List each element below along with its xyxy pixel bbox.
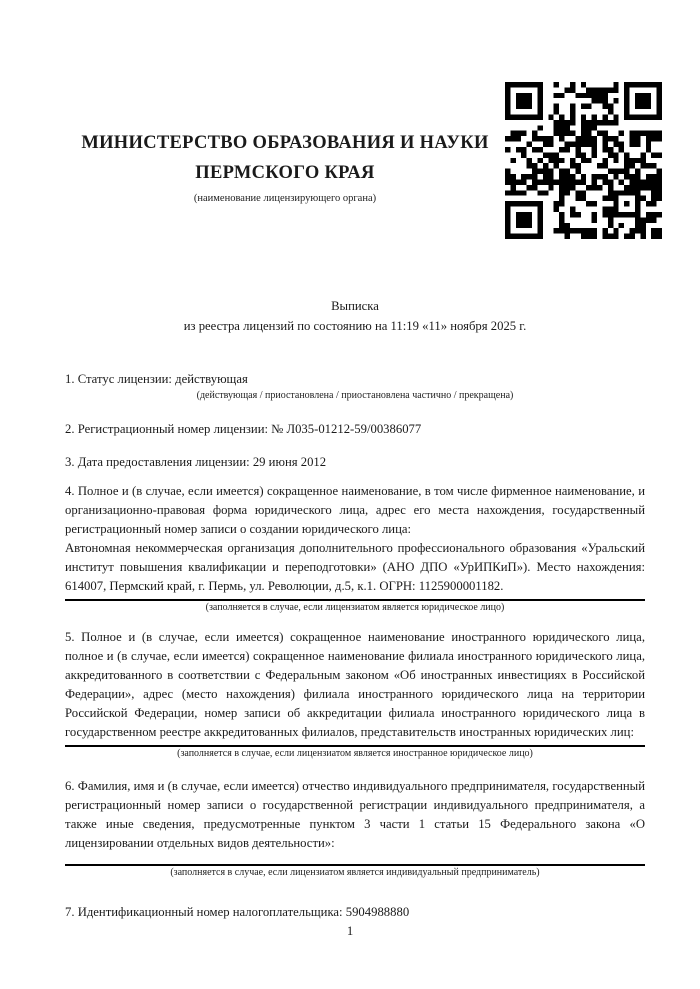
- item-1-note: (действующая / приостановлена / приостановлена частично / прекращена): [196, 390, 514, 401]
- item-3-license-date: [65, 453, 645, 472]
- item-6-text: 6. Фамилия, имя и (в случае, если имеется) отчество индивидуального предпринимателя, государственный регистрационный номер записи о государственной регистрации индивидуального предпринимателя, а также иные сведения, предусмотренные пунктом 3 части 1 статьи 15 Федерального закона «О лицензировании отдельных видов деятельности»:: [65, 779, 645, 850]
- item-5-foreign-entity: [65, 628, 645, 761]
- licensing-authority-block: [65, 82, 505, 206]
- item-5-note: (заполняется в случае, если лицензиатом является иностранное юридическое лицо): [177, 748, 533, 759]
- item-2-registration-number: [65, 420, 645, 439]
- item-2-text: 2. Регистрационный номер лицензии: № Л035-01212-59/00386077: [65, 422, 422, 436]
- item-3-text: 3. Дата предоставления лицензии: 29 июня 2012: [65, 455, 327, 469]
- item-4-legal-entity: [65, 482, 645, 615]
- title-line2: из реестра лицензий по состоянию на 11:19 «11» ноября 2025 г.: [183, 319, 527, 333]
- document-header: [65, 82, 662, 239]
- page-number: 1: [346, 924, 354, 938]
- item-6-individual-entrepreneur: [65, 777, 645, 880]
- item-1-license-status: [65, 370, 645, 403]
- document-footer: [0, 924, 700, 939]
- item-4-value: Автономная некоммерческая организация дополнительного профессионального образования «Уральский институт повышения квалификации и переподготовки» (АНО ДПО «УрИПКиП»). Место нахождения: 614007, Пермский край, г. Пермь, ул. Революции, д.5, к.1. ОГРН: 1125900001182.: [65, 541, 645, 593]
- item-4-text: 4. Полное и (в случае, если имеется) сокращенное наименование, в том числе фирменное наименование, и организационно-правовая форма юридического лица, адрес его места нахождения, государственный регистрационный номер записи о создании юридического лица:: [65, 484, 645, 536]
- item-5-text: 5. Полное и (в случае, если имеется) сокращенное наименование иностранного юридического лица, полное и (в случае, если имеется) сокращенное наименование филиала иностранного юридического лица, аккредитованного в соответствии с Федеральным законом «Об иностранных инвестициях в Российской Федерации», адрес (место нахождения) филиала иностранного юридического лица на территории Российской Федерации, номер записи об аккредитации филиала иностранного юридического лица в государственном реестре аккредитованных филиалов, представительств иностранных юридических лиц:: [65, 630, 645, 739]
- ministry-name-line2: ПЕРМСКОГО КРАЯ: [195, 163, 375, 183]
- item-6-note: (заполняется в случае, если лицензиатом является индивидуальный предприниматель): [170, 867, 540, 878]
- ministry-name-line1: МИНИСТЕРСТВО ОБРАЗОВАНИЯ И НАУКИ: [81, 133, 489, 153]
- qr-code-icon: [505, 82, 662, 239]
- title-line1: Выписка: [331, 299, 379, 313]
- ministry-caption: (наименование лицензирующего органа): [193, 193, 377, 204]
- item-1-text: 1. Статус лицензии: действующая: [65, 372, 248, 386]
- document-body: [65, 296, 645, 922]
- document-title: [65, 296, 645, 336]
- item-7-text: 7. Идентификационный номер налогоплательщика: 5904988880: [65, 905, 410, 919]
- item-7-taxpayer-number: [65, 903, 645, 922]
- item-4-note: (заполняется в случае, если лицензиатом является юридическое лицо): [205, 602, 505, 613]
